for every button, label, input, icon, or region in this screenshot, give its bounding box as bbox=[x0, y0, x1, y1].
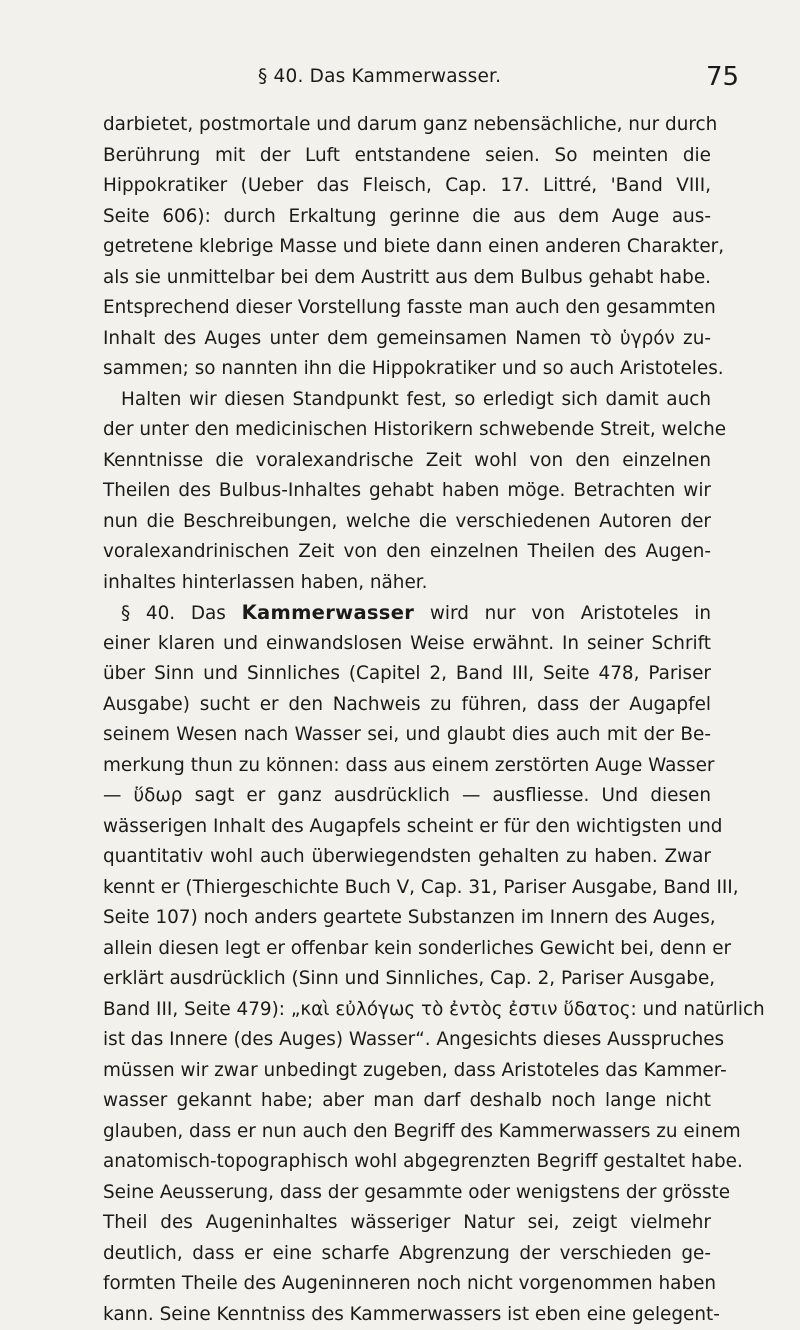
text-line: formten Theile des Augeninneren noch nicht vorgenommen haben bbox=[103, 1269, 711, 1300]
text-line: Entsprechend dieser Vorstellung fasste man auch den gesammten bbox=[103, 293, 711, 324]
page-header bbox=[0, 62, 800, 94]
text-line: darbietet, postmortale und darum ganz nebensächliche, nur durch bbox=[103, 110, 711, 141]
text-line: Inhalt des Auges unter dem gemeinsamen Namen τὸ ὑγρόν zu- bbox=[103, 324, 711, 355]
text-line: sammen; so nannten ihn die Hippokratiker und so auch Aristoteles. bbox=[103, 354, 711, 385]
text-line: inhaltes hinterlassen haben, näher. bbox=[103, 568, 711, 599]
text-line: deutlich, dass er eine scharfe Abgrenzung der verschieden ge- bbox=[103, 1239, 711, 1270]
text-line: ist das Innere (des Auges) Wasser“. Angesichts dieses Ausspruches bbox=[103, 1025, 711, 1056]
text-line: allein diesen legt er offenbar kein sonderliches Gewicht bei, denn er bbox=[103, 934, 711, 965]
text-line: Theil des Augeninhaltes wässeriger Natur sei, zeigt vielmehr bbox=[103, 1208, 711, 1239]
text-line: Ausgabe) sucht er den Nachweis zu führen, dass der Augapfel bbox=[103, 690, 711, 721]
text-line: voralexandrinischen Zeit von den einzelnen Theilen des Augen- bbox=[103, 537, 711, 568]
text-line: wasser gekannt habe; aber man darf deshalb noch lange nicht bbox=[103, 1086, 711, 1117]
text-line: quantitativ wohl auch überwiegendsten gehalten zu haben. Zwar bbox=[103, 842, 711, 873]
text-line: Hippokratiker (Ueber das Fleisch, Cap. 17. Littré, 'Band VIII, bbox=[103, 171, 711, 202]
text-line: kann. Seine Kenntniss des Kammerwassers ist eben eine gelegent- bbox=[103, 1300, 711, 1330]
text-line: Kenntnisse die voralexandrische Zeit wohl von den einzelnen bbox=[103, 446, 711, 477]
body-text bbox=[103, 110, 711, 1330]
page-number: 75 bbox=[706, 62, 739, 92]
text-line: kennt er (Thiergeschichte Buch V, Cap. 31, Pariser Ausgabe, Band III, bbox=[103, 873, 711, 904]
text-line: getretene klebrige Masse und biete dann einen anderen Charakter, bbox=[103, 232, 711, 263]
text-line: seinem Wesen nach Wasser sei, und glaubt dies auch mit der Be- bbox=[103, 720, 711, 751]
text-line: glauben, dass er nun auch den Begriff des Kammerwassers zu einem bbox=[103, 1117, 711, 1148]
text-line: der unter den medicinischen Historikern schwebende Streit, welche bbox=[103, 415, 711, 446]
text-line: Seite 606): durch Erkaltung gerinne die aus dem Auge aus- bbox=[103, 202, 711, 233]
text-line: als sie unmittelbar bei dem Austritt aus dem Bulbus gehabt habe. bbox=[103, 263, 711, 294]
text-line: Seine Aeusserung, dass der gesammte oder wenigstens der grösste bbox=[103, 1178, 711, 1209]
text-line: Band III, Seite 479): „καὶ εὐλόγως τὸ ἐντὸς ἐστιν ὕδατος: und natürlich bbox=[103, 995, 711, 1026]
text-line: merkung thun zu können: dass aus einem zerstörten Auge Wasser bbox=[103, 751, 711, 782]
text-line: anatomisch-topographisch wohl abgegrenzten Begriff gestaltet habe. bbox=[103, 1147, 711, 1178]
text-line: nun die Beschreibungen, welche die verschiedenen Autoren der bbox=[103, 507, 711, 538]
text-line: wässerigen Inhalt des Augapfels scheint er für den wichtigsten und bbox=[103, 812, 711, 843]
text-line: Halten wir diesen Standpunkt fest, so erledigt sich damit auch bbox=[103, 385, 711, 416]
text-line: einer klaren und einwandslosen Weise erwähnt. In seiner Schrift bbox=[103, 629, 711, 660]
text-line: Seite 107) noch anders geartete Substanzen im Innern des Auges, bbox=[103, 903, 711, 934]
text-line: Berührung mit der Luft entstandene seien. So meinten die bbox=[103, 141, 711, 172]
text-line: Theilen des Bulbus-Inhaltes gehabt haben möge. Betrachten wir bbox=[103, 476, 711, 507]
section-heading-word: Kammerwasser bbox=[242, 601, 415, 624]
text-line: müssen wir zwar unbedingt zugeben, dass Aristoteles das Kammer- bbox=[103, 1056, 711, 1087]
text-line: über Sinn und Sinnliches (Capitel 2, Band III, Seite 478, Pariser bbox=[103, 659, 711, 690]
text-line: erklärt ausdrücklich (Sinn und Sinnliches, Cap. 2, Pariser Ausgabe, bbox=[103, 964, 711, 995]
text-line: — ὕδωρ sagt er ganz ausdrücklich — ausfliesse. Und diesen bbox=[103, 781, 711, 812]
section-heading-line: § 40. Das Kammerwasser wird nur von Aristoteles in bbox=[103, 598, 711, 629]
running-title: § 40. Das Kammerwasser. bbox=[258, 66, 501, 87]
